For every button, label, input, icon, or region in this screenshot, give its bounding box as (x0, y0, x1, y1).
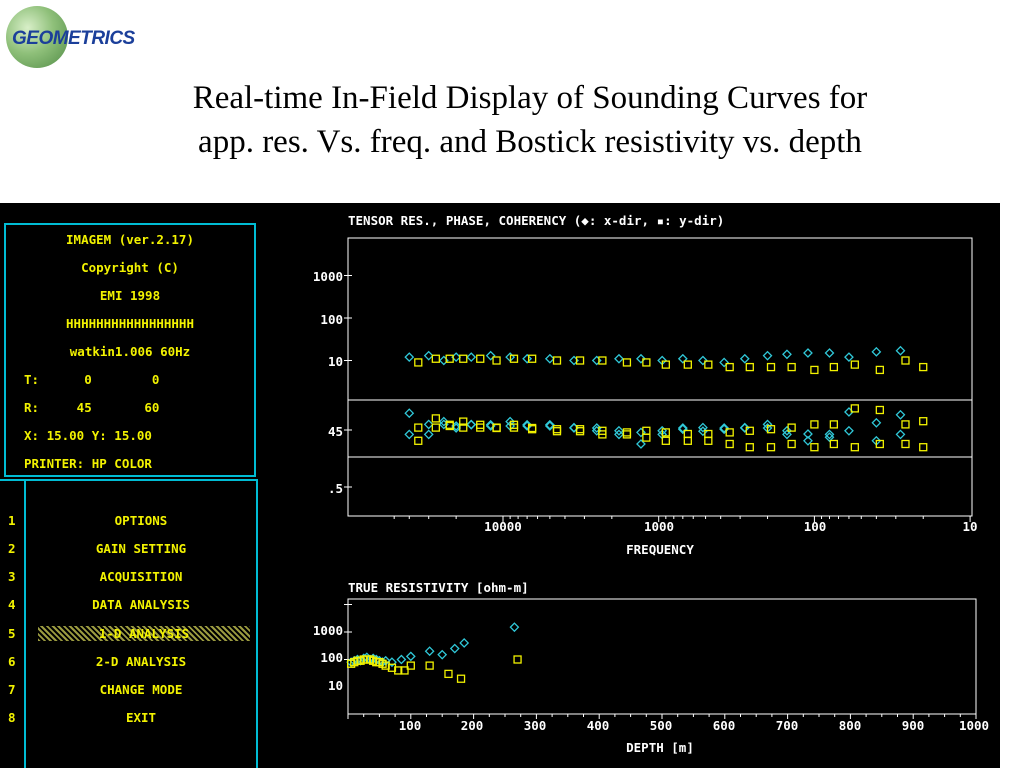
square-marker (458, 675, 465, 682)
diamond-marker (783, 350, 791, 358)
freq-tick-100: 100 (803, 519, 827, 534)
menu-item-label: CHANGE MODE (99, 682, 183, 697)
diamond-marker (825, 430, 833, 438)
diamond-marker (405, 409, 413, 417)
square-marker (788, 364, 795, 371)
square-marker (746, 364, 753, 371)
tensor-axis-ticks (344, 276, 970, 523)
depth-axis-label: DEPTH [m] (626, 740, 694, 755)
diamond-marker (397, 656, 405, 664)
separator-line: HHHHHHHHHHHHHHHHH (66, 316, 194, 331)
depth-tick-700: 700 (775, 718, 799, 733)
diamond-marker (720, 358, 728, 366)
diamond-marker (405, 353, 413, 361)
square-marker (830, 441, 837, 448)
res-tick-10: 10 (327, 354, 343, 369)
tensor-plot-frame (348, 238, 972, 516)
diamond-marker (593, 357, 601, 365)
tensor-data-marks (405, 347, 926, 451)
square-marker (415, 424, 422, 431)
res-tick-100: 100 (320, 312, 343, 327)
square-marker (553, 426, 560, 433)
program-version: IMAGEM (ver.2.17) (66, 232, 194, 247)
square-marker (493, 357, 500, 364)
depth-tick-900: 900 (901, 718, 925, 733)
res-tick-1000: 1000 (312, 269, 343, 284)
square-marker (684, 437, 691, 444)
menu-item-label: OPTIONS (114, 513, 168, 528)
slide-title-line-1: Real-time In-Field Display of Sounding Curves for (192, 80, 868, 116)
square-marker (426, 662, 433, 669)
printer-label: PRINTER: HP COLOR (24, 456, 152, 471)
depth-tick-300: 300 (523, 718, 547, 733)
diamond-marker (741, 355, 749, 363)
square-marker (514, 656, 521, 663)
menu-item-number: 1 (8, 513, 16, 528)
square-marker (623, 431, 630, 438)
diamond-marker (804, 349, 812, 357)
square-marker (876, 366, 883, 373)
r-values: R: 45 60 (24, 400, 160, 415)
diamond-marker (425, 420, 433, 428)
diamond-marker (896, 411, 904, 419)
depth-tick-1000: 1000 (958, 718, 990, 733)
square-marker (811, 366, 818, 373)
depth-tick-600: 600 (712, 718, 736, 733)
square-marker (788, 424, 795, 431)
menu-item-number: 4 (8, 597, 16, 612)
square-marker (623, 429, 630, 436)
depth-tick-500: 500 (649, 718, 673, 733)
square-marker (623, 359, 630, 366)
square-marker (746, 444, 753, 451)
diamond-marker (451, 645, 459, 653)
diamond-marker (426, 647, 434, 655)
square-marker (811, 421, 818, 428)
square-marker (643, 434, 650, 441)
diamond-marker (845, 353, 853, 361)
menu-item-number: 6 (8, 654, 16, 669)
square-marker (432, 424, 439, 431)
diamond-marker (405, 430, 413, 438)
square-marker (705, 437, 712, 444)
square-marker (726, 441, 733, 448)
square-marker (553, 428, 560, 435)
square-marker (788, 441, 795, 448)
menu-item-number: 3 (8, 569, 16, 584)
depth-res-tick-1000: 1000 (312, 623, 343, 638)
menu-item-label: GAIN SETTING (95, 541, 187, 556)
diamond-marker (896, 347, 904, 355)
freq-tick-10000: 10000 (484, 519, 522, 534)
square-marker (415, 437, 422, 444)
menu-item-label: EXIT (125, 710, 157, 725)
square-marker (920, 418, 927, 425)
square-marker (726, 364, 733, 371)
depth-plot-frame (348, 599, 976, 714)
xy-values: X: 15.00 Y: 15.00 (24, 428, 152, 443)
diamond-marker (896, 430, 904, 438)
diamond-marker (510, 623, 518, 631)
freq-tick-10: 10 (962, 519, 978, 534)
slide-title-line-2: app. res. Vs. freq. and Bostick resistivity vs. depth (198, 124, 862, 160)
square-marker (415, 359, 422, 366)
menu-item-label: 2-D ANALYSIS (95, 654, 187, 669)
diamond-marker (764, 352, 772, 360)
square-marker (553, 357, 560, 364)
square-marker (432, 415, 439, 422)
menu-item-number: 7 (8, 682, 16, 697)
true-resistivity-title: TRUE RESISTIVITY [ohm-m] (348, 580, 529, 595)
depth-res-tick-10: 10 (327, 678, 343, 693)
logo-text: GEOMETRICS (12, 28, 135, 49)
square-marker (830, 364, 837, 371)
depth-axis-ticks (344, 605, 976, 720)
diamond-marker (825, 349, 833, 357)
menu-item-label: ACQUISITION (99, 569, 183, 584)
square-marker (876, 407, 883, 414)
square-marker (851, 361, 858, 368)
freq-tick-1000: 1000 (643, 519, 675, 534)
depth-tick-100: 100 (398, 718, 422, 733)
menu-item-label: DATA ANALYSIS (92, 597, 190, 612)
tensor-chart-title: TENSOR RES., PHASE, COHERENCY (◆: x-dir, ▪: y-dir) (348, 213, 725, 228)
square-marker (811, 444, 818, 451)
diamond-marker (546, 355, 554, 363)
frequency-axis-label: FREQUENCY (626, 542, 694, 557)
square-marker (662, 437, 669, 444)
copyright-label: Copyright (C) (81, 260, 179, 275)
diamond-marker (425, 352, 433, 360)
square-marker (902, 421, 909, 428)
geometrics-logo (4, 4, 174, 72)
diamond-marker (845, 427, 853, 435)
diamond-marker (460, 639, 468, 647)
square-marker (684, 361, 691, 368)
coherency-tick-05: .5 (327, 481, 343, 496)
square-marker (529, 355, 536, 362)
company-label: EMI 1998 (99, 288, 161, 303)
menu-item-number: 2 (8, 541, 16, 556)
slide-title (100, 76, 960, 164)
diamond-marker (425, 430, 433, 438)
diamond-marker (438, 651, 446, 659)
t-values: T: 0 0 (24, 372, 160, 387)
imagem-screen (0, 203, 1000, 768)
diamond-marker (407, 652, 415, 660)
square-marker (432, 355, 439, 362)
diamond-marker (467, 353, 475, 361)
plots-svg (0, 203, 1000, 768)
menu-item-number: 5 (8, 626, 16, 641)
depth-tick-400: 400 (586, 718, 610, 733)
square-marker (767, 364, 774, 371)
square-marker (902, 441, 909, 448)
diamond-marker (637, 428, 645, 436)
menu-item-label: 1-D ANALYSIS (38, 626, 250, 641)
square-marker (920, 364, 927, 371)
depth-data-marks (347, 623, 521, 682)
depth-res-tick-100: 100 (320, 650, 343, 665)
diamond-marker (872, 348, 880, 356)
file-name: watkin1.006 60Hz (69, 344, 191, 359)
square-marker (902, 357, 909, 364)
square-marker (445, 670, 452, 677)
depth-tick-800: 800 (838, 718, 862, 733)
phase-tick-45: 45 (327, 424, 343, 439)
square-marker (477, 355, 484, 362)
depth-tick-200: 200 (460, 718, 484, 733)
square-marker (830, 421, 837, 428)
square-marker (662, 361, 669, 368)
square-marker (920, 444, 927, 451)
square-marker (460, 355, 467, 362)
diamond-marker (523, 355, 531, 363)
menu-item-number: 8 (8, 710, 16, 725)
diamond-marker (615, 355, 623, 363)
diamond-marker (872, 419, 880, 427)
square-marker (767, 444, 774, 451)
square-marker (477, 424, 484, 431)
square-marker (851, 444, 858, 451)
square-marker (477, 421, 484, 428)
